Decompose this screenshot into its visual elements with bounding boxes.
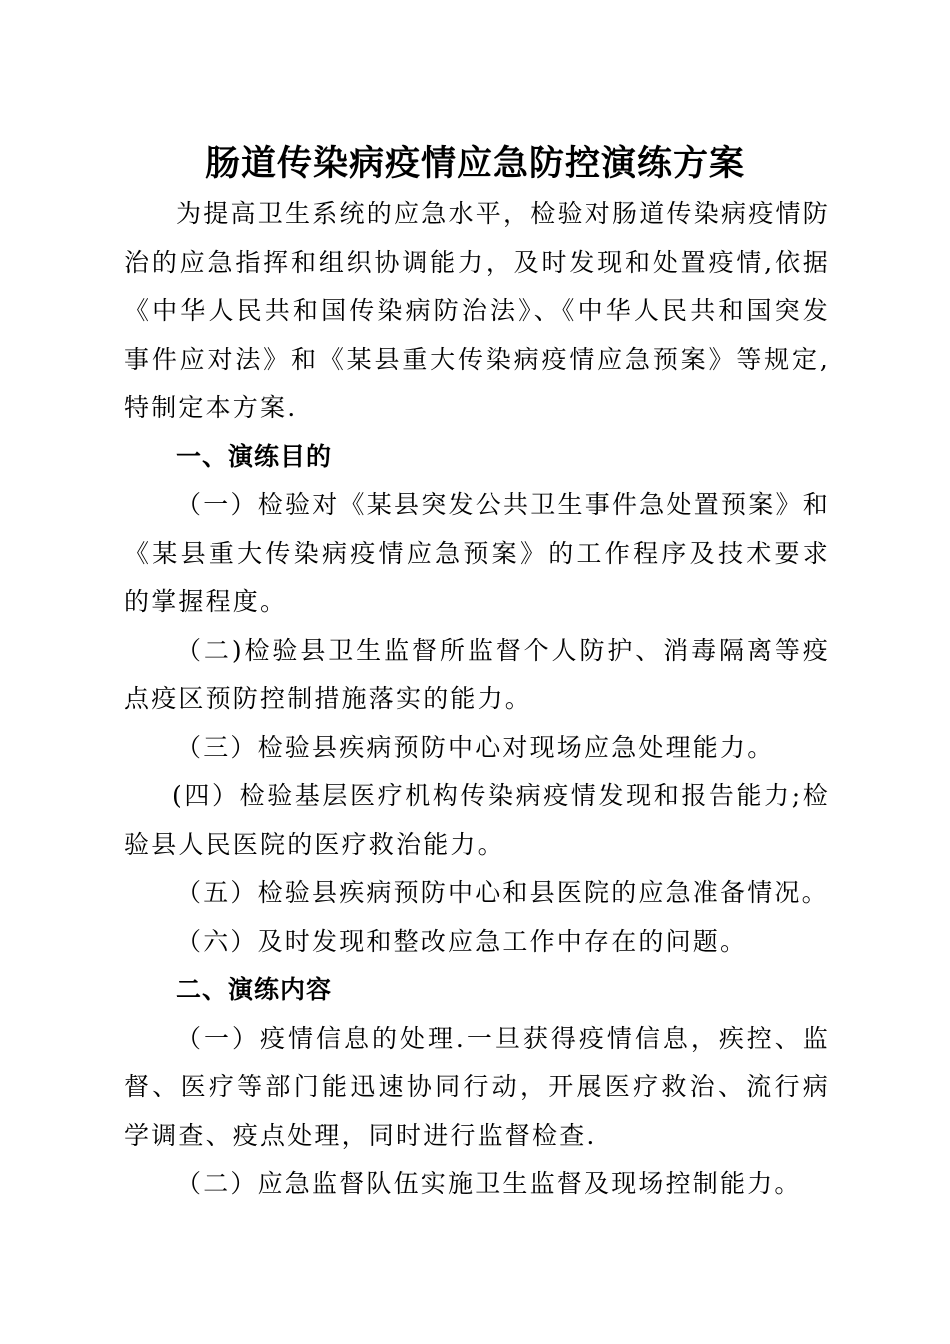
document-title: 肠道传染病疫情应急防控演练方案	[204, 143, 745, 184]
section1-item-4: (四）检验基层医疗机构传染病疫情发现和报告能力;检验县人民医院的医疗救治能力。	[124, 781, 830, 859]
section1-item-1: （一）检验对《某县突发公共卫生事件急处置预案》和《某县重大传染病疫情应急预案》的工作程序及技术要求的掌握程度。	[124, 490, 830, 616]
section-heading-1: 一、演练目的	[176, 441, 333, 471]
section1-item-5: （五）检验县疾病预防中心和县医院的应急准备情况。	[176, 878, 829, 907]
section2-item-2: （二）应急监督队伍实施卫生监督及现场控制能力。	[176, 1169, 802, 1198]
document-body	[124, 190, 830, 1209]
intro-paragraph: 为提高卫生系统的应急水平，检验对肠道传染病疫情防治的应急指挥和组织协调能力，及时发现和处置疫情,依据《中华人民共和国传染病防治法》、《中华人民共和国突发事件应对法》和《某县重大传染病疫情应急预案》等规定,特制定本方案.	[124, 199, 830, 422]
section1-item-6: （六）及时发现和整改应急工作中存在的问题。	[176, 926, 748, 956]
section-heading-2: 二、演练内容	[176, 975, 333, 1004]
section1-item-3: （三）检验县疾病预防中心对现场应急处理能力。	[176, 732, 775, 762]
section1-item-2: （二)检验县卫生监督所监督个人防护、消毒隔离等疫点疫区预防控制措施落实的能力。	[124, 635, 830, 713]
section2-item-1: （一）疫情信息的处理.一旦获得疫情信息，疾控、监督、医疗等部门能迅速协同行动，开展医疗救治、流行病学调查、疫点处理，同时进行监督检查.	[124, 1023, 830, 1150]
